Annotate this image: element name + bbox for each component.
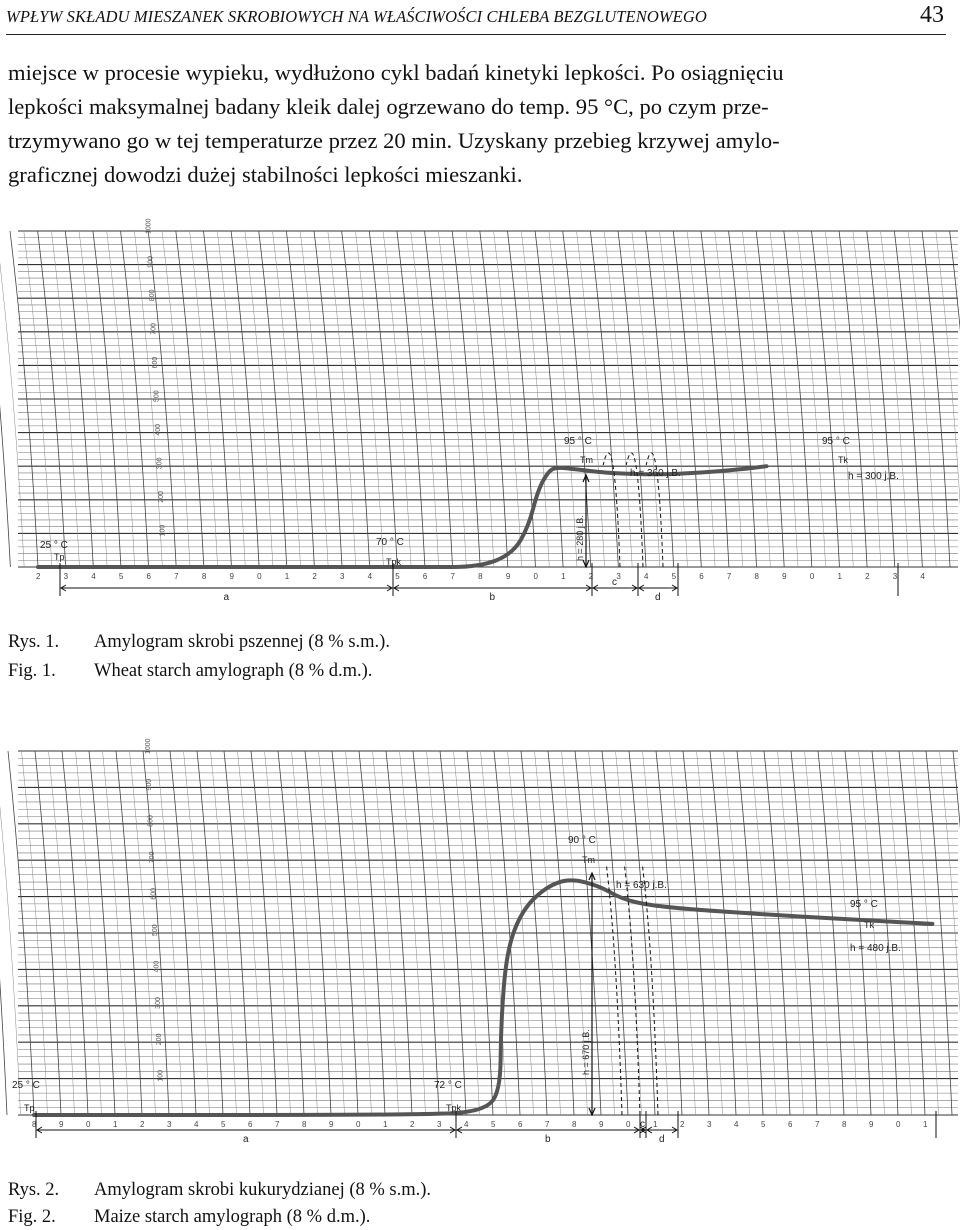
y-scale-label: 300	[156, 457, 164, 470]
x-tick-label: 3	[340, 572, 345, 581]
x-tick-label: 7	[726, 572, 732, 581]
segment-label-b: b	[489, 592, 496, 603]
grid-layer	[0, 231, 960, 567]
figure-2-amylogram	[12, 738, 960, 1145]
figure-1-amylogram	[18, 218, 960, 605]
x-tick-label: 0	[809, 572, 815, 581]
x-tick-label: 8	[32, 1120, 37, 1129]
y-scale-label: 400	[153, 960, 161, 973]
y-scale-label: 700	[149, 851, 157, 864]
x-tick-label: 9	[599, 1120, 604, 1129]
x-tick-label: 3	[437, 1120, 442, 1129]
x-tick-label: 0	[533, 572, 538, 581]
x-tick-label: 3	[616, 572, 621, 581]
x-tick-label: 7	[545, 1120, 550, 1129]
x-tick-label: 1	[113, 1120, 118, 1129]
x-tick-label: 1	[653, 1120, 658, 1129]
y-scale-label: 800	[148, 289, 156, 302]
tp-marker-label: Tp	[24, 1103, 35, 1113]
x-tick-label: 5	[221, 1120, 226, 1129]
x-tick-label: 3	[167, 1120, 172, 1129]
y-scale-label: 700	[150, 323, 158, 335]
peak-height-label: h = 670 j.B.	[581, 1029, 591, 1075]
peak-height-label: h = 280 j.B.	[575, 515, 585, 561]
segment-label-a: a	[243, 1134, 249, 1145]
tpk-marker-label: Tpk	[386, 557, 402, 567]
x-tick-label: 4	[367, 572, 373, 581]
grid-arc	[0, 231, 10, 567]
x-tick-label: 1	[284, 572, 290, 581]
grid-arc	[0, 751, 21, 1115]
temp-max-label: 95 ° C	[564, 436, 592, 447]
x-tick-label: 6	[518, 1120, 523, 1129]
x-tick-label: 2	[312, 572, 317, 581]
figure-2-label-en: Fig. 2.	[8, 1207, 56, 1227]
tk-marker-label: Tk	[838, 455, 848, 465]
amylogram-curve	[34, 880, 932, 1115]
x-tick-label: 3	[63, 572, 69, 581]
x-tick-label: 7	[815, 1120, 820, 1129]
x-tick-label: 0	[626, 1120, 631, 1129]
x-tick-label: 2	[865, 572, 870, 581]
y-scale-label: 900	[146, 778, 154, 791]
x-tick-label: 7	[174, 572, 179, 581]
x-tick-label: 8	[572, 1120, 577, 1129]
x-tick-label: 4	[734, 1120, 739, 1129]
x-tick-label: 1	[837, 572, 842, 581]
x-tick-label: 5	[491, 1120, 496, 1129]
amylogram-chart	[18, 218, 960, 605]
x-tick-label: 2	[588, 572, 594, 581]
figure-1-label-en: Fig. 1.	[8, 661, 56, 681]
x-tick-label: 0	[257, 572, 262, 581]
x-tick-label: 2	[140, 1120, 145, 1129]
x-tick-label: 6	[699, 572, 704, 581]
x-tick-label: 0	[356, 1120, 361, 1129]
tm-marker-label: Tm	[580, 455, 593, 465]
body-line: graficznej dowodzi dużej stabilności lepkości mieszanki.	[8, 162, 523, 187]
x-tick-label: 5	[671, 572, 677, 581]
y-scale-label: 900	[147, 255, 155, 268]
peak-viscosity-label: h = 360 j.B.	[630, 468, 681, 479]
x-tick-label: 8	[754, 572, 759, 581]
segment-label-d: d	[659, 1134, 665, 1145]
x-tick-label: 1	[383, 1120, 388, 1129]
x-tick-label: 4	[920, 572, 925, 581]
temp-start-label: 25 ° C	[12, 1080, 40, 1091]
segment-label-c: c	[640, 1119, 645, 1130]
x-tick-label: 9	[229, 572, 234, 581]
y-scale-label: 100	[159, 524, 167, 537]
segment-label-a: a	[223, 592, 230, 603]
figure-2-title-en: Maize starch amylograph (8 % d.m.).	[94, 1207, 371, 1227]
x-tick-label: 6	[422, 572, 428, 581]
x-tick-label: 2	[36, 572, 41, 581]
x-tick-label: 9	[869, 1120, 874, 1129]
temp-hold-label: 95 ° C	[850, 899, 878, 910]
body-line: miejsce w procesie wypieku, wydłużono cykl badań kinetyki lepkości. Po osiągnięciu	[8, 60, 784, 85]
x-tick-label: 5	[118, 572, 124, 581]
x-tick-label: 4	[644, 572, 649, 581]
tm-marker-label: Tm	[582, 855, 595, 865]
x-tick-label: 1	[561, 572, 566, 581]
y-scale-label: 400	[154, 423, 162, 436]
x-tick-label: 6	[248, 1120, 253, 1129]
y-scale-label: 1000	[144, 738, 152, 754]
page-number: 43	[920, 2, 944, 28]
x-tick-label: 8	[302, 1120, 307, 1129]
tp-marker-label: Tp	[54, 552, 65, 562]
tk-marker-label: Tk	[864, 920, 874, 930]
x-tick-label: 2	[680, 1120, 685, 1129]
grid-layer	[0, 751, 960, 1115]
figure-1-title-en: Wheat starch amylograph (8 % d.m.).	[94, 661, 373, 681]
x-tick-label: 1	[923, 1120, 928, 1129]
body-paragraph	[8, 56, 946, 192]
temp-hold-label: 95 ° C	[822, 436, 850, 447]
x-tick-label: 4	[464, 1120, 469, 1129]
tpk-marker-label: Tpk	[446, 1103, 462, 1113]
x-tick-label: 8	[478, 572, 483, 581]
x-tick-label: 3	[707, 1120, 712, 1129]
temp-gel-label: 72 ° C	[434, 1080, 462, 1091]
x-tick-label: 8	[842, 1120, 847, 1129]
running-header	[6, 0, 946, 35]
x-tick-label: 9	[782, 572, 787, 581]
body-line: trzymywano go w tej temperaturze przez 20 min. Uzyskany przebieg krzywej amylo-	[8, 128, 780, 153]
grid-arc	[0, 751, 7, 1115]
x-tick-label: 6	[788, 1120, 793, 1129]
y-scale-label: 1000	[145, 218, 153, 234]
y-scale-label: 600	[151, 356, 159, 369]
x-tick-label: 9	[505, 572, 511, 581]
x-tick-label: 2	[410, 1120, 415, 1129]
x-tick-label: 9	[59, 1120, 64, 1129]
x-tick-label: 5	[761, 1120, 766, 1129]
x-tick-label: 7	[275, 1120, 280, 1129]
x-tick-label: 4	[91, 572, 96, 581]
x-tick-label: 0	[896, 1120, 901, 1129]
y-scale-label: 600	[150, 887, 158, 900]
y-scale-label: 200	[156, 1033, 164, 1046]
amylogram-chart	[12, 738, 960, 1145]
x-tick-label: 5	[395, 572, 400, 581]
figure-1-label-pl: Rys. 1.	[8, 632, 60, 652]
temp-gel-label: 70 ° C	[376, 537, 404, 548]
temp-max-label: 90 ° C	[568, 835, 596, 846]
y-scale-label: 100	[157, 1069, 165, 1082]
x-tick-label: 9	[329, 1120, 334, 1129]
figure-2-label-pl: Rys. 2.	[8, 1180, 60, 1200]
running-title: WPŁYW SKŁADU MIESZANEK SKROBIOWYCH NA WŁAŚCIWOŚCI CHLEBA BEZGLUTENOWEGO	[6, 7, 707, 26]
segment-label-b: b	[545, 1134, 551, 1145]
x-tick-label: 7	[450, 572, 455, 581]
amylogram-curve	[38, 466, 767, 567]
body-line: lepkości maksymalnej badany kleik dalej ogrzewano do temp. 95 °C, po czym prze-	[8, 94, 769, 119]
x-tick-label: 8	[201, 572, 207, 581]
segment-label-d: d	[655, 592, 661, 603]
x-tick-label: 3	[892, 572, 898, 581]
x-tick-label: 0	[86, 1120, 91, 1129]
y-scale-label: 500	[153, 390, 161, 402]
figure-2-title-pl: Amylogram skrobi kukurydzianej (8 % s.m.).	[94, 1180, 432, 1200]
end-viscosity-label: h = 300 j.B.	[848, 471, 899, 482]
y-scale-label: 200	[158, 491, 166, 503]
segment-label-c: c	[612, 577, 617, 588]
peak-viscosity-label: h = 630 j.B.	[616, 880, 667, 891]
temp-start-label: 25 ° C	[40, 540, 68, 551]
y-scale-label: 500	[151, 924, 159, 936]
y-scale-label: 800	[147, 815, 155, 827]
x-tick-label: 6	[146, 572, 151, 581]
x-tick-label: 4	[194, 1120, 199, 1129]
end-viscosity-label: h = 480 j.B.	[850, 943, 901, 954]
y-scale-label: 300	[154, 997, 162, 1009]
figure-1-title-pl: Amylogram skrobi pszennej (8 % s.m.).	[94, 632, 390, 652]
guide-arc	[606, 865, 622, 1115]
